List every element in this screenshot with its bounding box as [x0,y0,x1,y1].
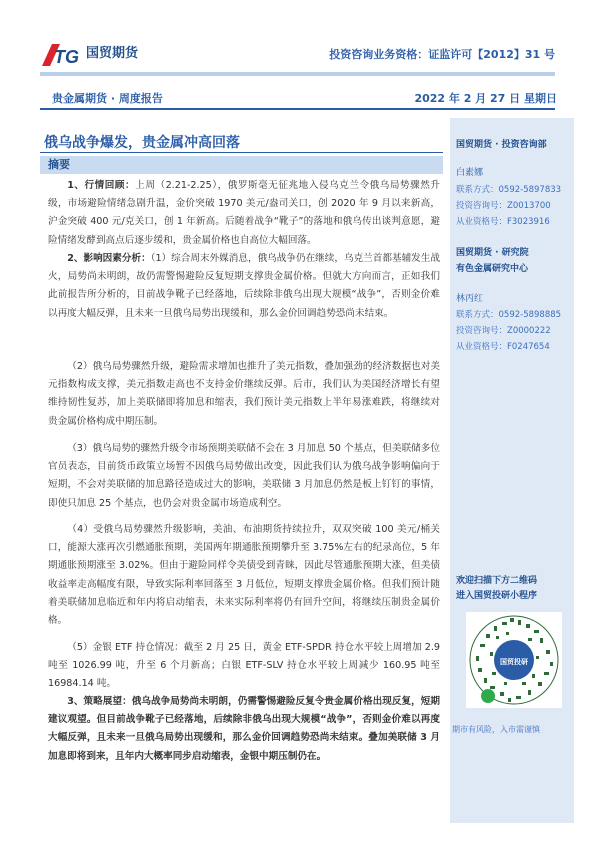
analyst-1-phone: 联系方式：0592-5897833 [456,185,562,195]
paragraph-factor-analysis-3: （3）俄乌局势的骤然升级令市场预期美联储不会在 3 月加息 50 个基点，但美联储多位官员表态，目前货币政策立场暂不因俄乌局势做出改变，因此我们认为俄乌战争影响偏向于短期，不会对美联储的加息路径造成过大的影响，美联储 3 月加息仍然是板上钉钉的事情，即使只加息 25 个基点，也仍会对贵金属市场造成利空。 [48,443,440,509]
title-divider [40,152,443,153]
subhead-divider [40,108,555,110]
sidebar-dept-1: 国贸期货 · 投资咨询部 [456,140,547,150]
sidebar-dept-2-line-2: 有色金属研究中心 [456,264,529,274]
header-divider [40,72,555,76]
qr-caption-line-1: 欢迎扫描下方二维码 [456,576,538,586]
risk-warning: 期市有风险，入市需谨慎 [452,725,540,734]
itg-logo-icon [40,42,82,68]
analyst-2-invest-no: 投资咨询号：Z0000222 [456,326,551,336]
analyst-2-practice-no: 从业资格号：F0247654 [456,342,550,352]
analyst-1-invest-no: 投资咨询号：Z0013700 [456,201,551,211]
paragraph-market-review: 1、行情回顾：上周（2.21-2.25），俄罗斯毫无征兆地入侵乌克兰令俄乌局势骤然升级，市场避险情绪急剧升温，金价突破 1970 美元/盎司关口，创 2020 年 9 月以来新高，沪金突破 400 元/克关口，创 1 年新高。后随着战争“靴子”的落地和俄乌传出谈判意愿，避险情绪发酵到高点后逐步缓和，贵金属价格也自高位大幅回落。 [48,180,440,246]
analyst-1-name: 白素娜 [456,168,484,178]
paragraph-etf-holdings: （5）金银 ETF 持仓情况：截至 2 月 25 日，黄金 ETF-SPDR 持仓水平较上周增加 2.9 吨至 1026.99 吨，升至 6 个月新高；白银 ETF-SLV 持仓水平较上周减少 160.95 吨至 16984.14 吨。 [48,642,440,690]
paragraph-factor-analysis-1: 2、影响因素分析：（1）综合周末外媒消息，俄乌战争仍在继续，乌克兰首都基辅发生战火，局势尚未明朗，故仍需警惕避险反复短期支撑贵金属价格。但就大方向而言，正如我们此前报告所分析的，目前战争靴子已经落地，后续除非俄乌出现大规模“战争”，否则金价难以再度大幅反弹，且未来一旦俄乌局势出现缓和，那么金价回调趋势恐尚未结束。 [48,253,440,319]
qr-caption [456,574,537,604]
analyst-2-name: 林丙红 [456,294,484,304]
sidebar-dept-2-line-1: 国贸期货 · 研究院 [456,248,529,258]
qr-center-label: 国贸投研 [500,658,528,666]
svg-text:TG: TG [54,47,79,67]
report-date: 2022 年 2 月 27 日 星期日 [414,92,557,105]
license-text: 投资咨询业务资格：证监许可【2012】31 号 [329,48,555,61]
paragraph-factor-analysis-4: （4）受俄乌局势骤然升级影响，美油、布油期货持续拉升，双双突破 100 美元/桶关口，能源大涨再次引燃通胀预期，美国两年期通胀预期攀升至 3.75%左右的纪录高位，5 年期通胀预期涨至 3.02%。但由于避险同样令美债受到青睐，因此尽管通胀预期大涨，但美债收益率走高幅度有限，导致实际利率回落至 3 月低位，短期支撑贵金属价格。但我们预计随着美联储加息临近和年内将启动缩表，未来实际利率将仍有回升空间，将继续压制贵金属价格。 [48,524,440,627]
analyst-1-practice-no: 从业资格号：F3023916 [456,217,550,227]
paragraph-strategy-outlook: 3、策略展望：俄乌战争局势尚未明朗，仍需警惕避险反复令贵金属价格出现反复，短期建议观望。但目前战争靴子已经落地，后续除非俄乌出现大规模“战争”，否则金价难以再度大幅反弹，且未来一旦俄乌局势出现缓和，那么金价回调趋势恐尚未结束。叠加美联储 3 月加息即将到来，且年内大概率同步启动缩表，金银中期压制仍在。 [48,696,440,762]
report-type: 贵金属期货 · 周度报告 [52,92,163,105]
abstract-label: 摘要 [48,158,70,171]
mini-program-qr-code-icon[interactable] [466,612,562,708]
report-title: 俄乌战争爆发，贵金属冲高回落 [44,135,240,151]
qr-caption-line-2: 进入国贸投研小程序 [456,591,538,601]
abstract-header-bar [40,156,443,174]
analyst-2-phone: 联系方式：0592-5898885 [456,310,562,320]
paragraph-factor-analysis-2: （2）俄乌局势骤然升级，避险需求增加也推升了美元指数，叠加强劲的经济数据也对美元指数构成支撑，美元指数走高也不支持金价继续反弹。后市，我们认为美国经济增长有望维持韧性复苏，加上美联储即将加息和缩表，我们预计美元指数上半年易涨难跌，将继续对贵金属价格构成中期压制。 [48,361,440,427]
logo-text: 国贸期货 [86,46,139,61]
